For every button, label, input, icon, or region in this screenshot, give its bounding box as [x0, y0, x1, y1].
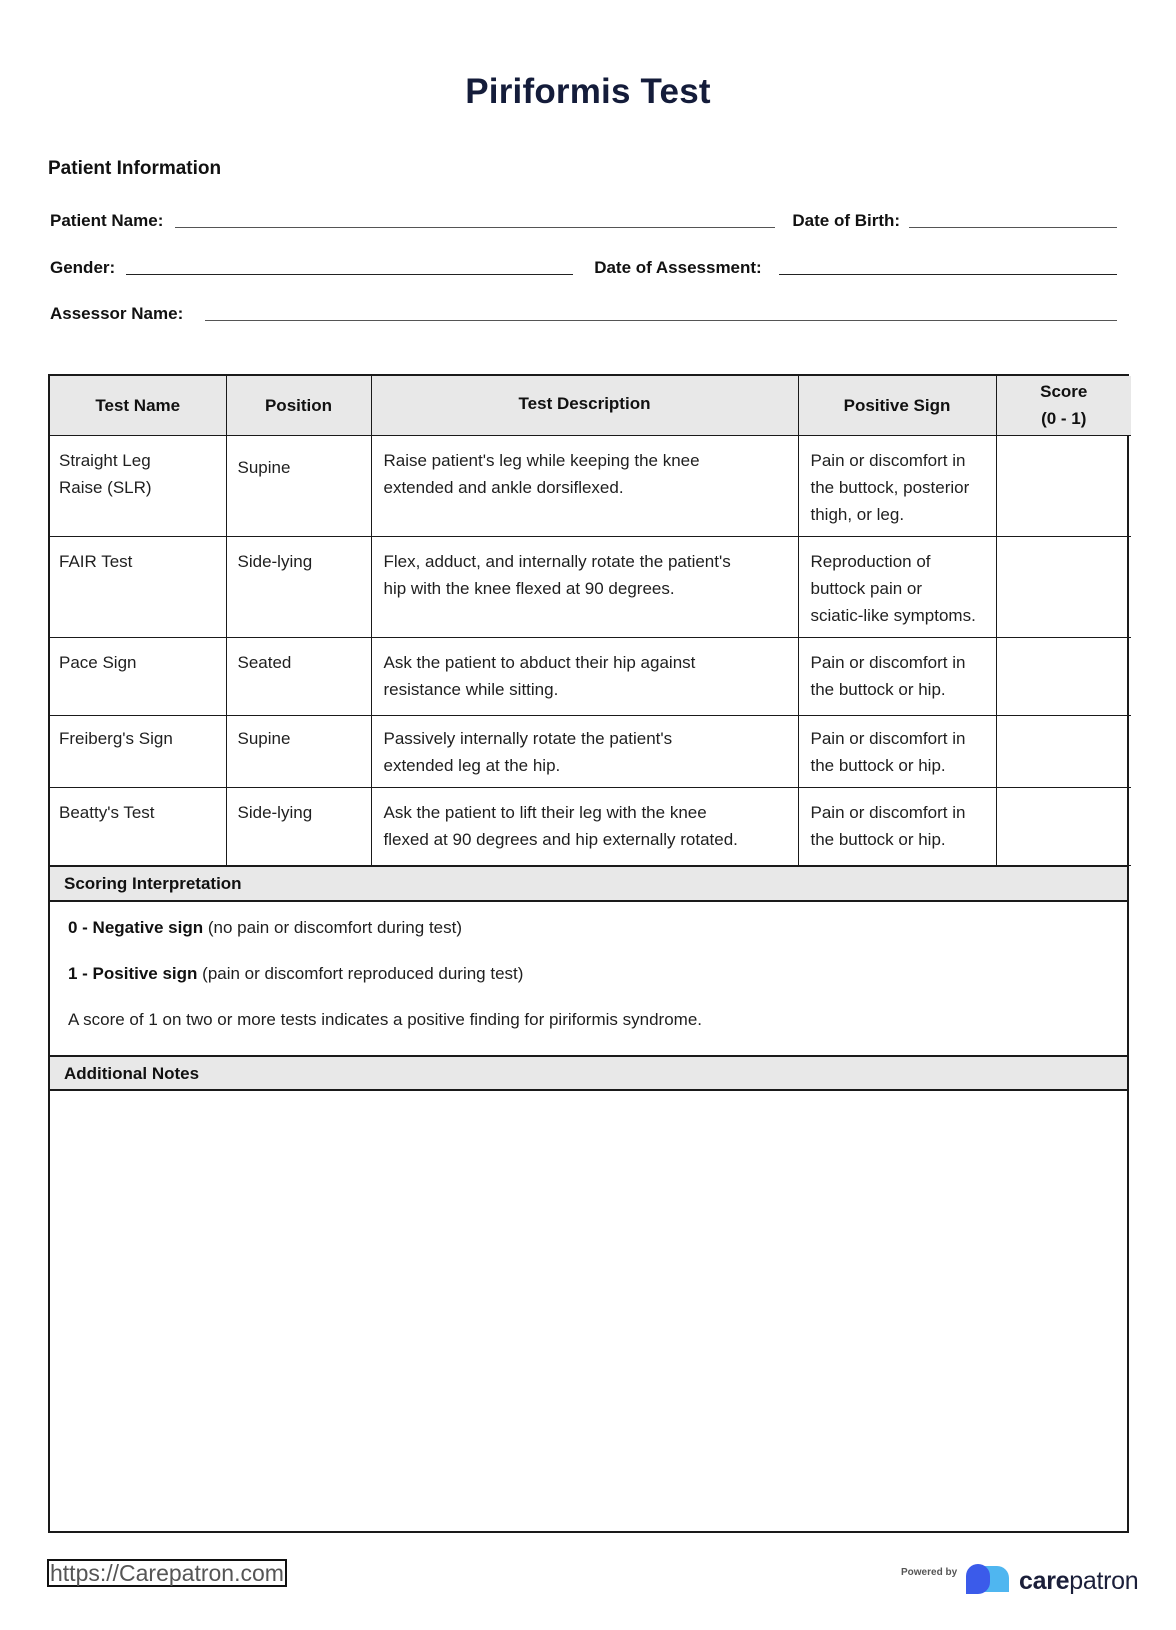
description-cell	[371, 715, 798, 787]
header-score-range: (0 - 1)	[1041, 409, 1087, 429]
patient-info-row-2	[50, 254, 1117, 278]
scoring-summary: A score of 1 on two or more tests indicates a positive finding for piriformis syndrome.	[68, 1009, 702, 1029]
header-test-name: Test Name	[50, 376, 226, 435]
description-line: hip with the knee flexed at 90 degrees.	[383, 578, 675, 598]
wordmark-bold: care	[1019, 1567, 1070, 1595]
positive-sign-line: thigh, or leg.	[810, 504, 905, 524]
positive-sign-cell	[798, 637, 996, 715]
scoring-item-positive	[68, 964, 1127, 984]
score-input-cell[interactable]	[996, 536, 1131, 637]
powered-by-label: Powered by	[901, 1567, 958, 1578]
test-name-cell: Pace Sign	[50, 637, 226, 715]
additional-notes-heading: Additional Notes	[50, 1055, 1127, 1091]
assessor-name-label: Assessor Name:	[50, 304, 184, 323]
table-row	[50, 435, 1131, 536]
test-name-cell	[50, 435, 226, 536]
date-of-birth-label: Date of Birth:	[792, 211, 901, 230]
description-line: Passively internally rotate the patient's	[383, 728, 673, 748]
positive-sign-line: the buttock or hip.	[810, 755, 946, 775]
piriformis-test-form	[48, 374, 1129, 1533]
patient-information-heading: Patient Information	[48, 158, 222, 179]
gender-field[interactable]	[126, 274, 573, 275]
description-line: Flex, adduct, and internally rotate the patient's	[383, 551, 731, 571]
tests-table	[50, 376, 1131, 866]
carepatron-logo-icon	[965, 1562, 1013, 1601]
test-name-cell: Freiberg's Sign	[50, 715, 226, 787]
date-of-birth-field[interactable]	[909, 227, 1117, 228]
table-header-row	[50, 376, 1131, 435]
carepatron-website-link[interactable]: https://Carepatron.com	[47, 1559, 287, 1587]
assessor-name-field[interactable]	[205, 320, 1117, 321]
description-line: Ask the patient to abduct their hip against	[383, 652, 696, 672]
date-of-assessment-field[interactable]	[779, 274, 1117, 275]
description-line: Raise patient's leg while keeping the knee	[383, 450, 700, 470]
carepatron-wordmark	[1019, 1567, 1138, 1596]
scoring-item-text: (pain or discomfort reproduced during test)	[197, 963, 524, 983]
scoring-item-negative	[68, 918, 1127, 938]
description-line: Ask the patient to lift their leg with the knee	[383, 802, 707, 822]
description-line: extended leg at the hip.	[383, 755, 561, 775]
table-row	[50, 787, 1131, 865]
description-cell	[371, 536, 798, 637]
header-test-description: Test Description	[371, 376, 798, 435]
positive-sign-cell	[798, 536, 996, 637]
patient-info-row-1	[50, 207, 1117, 231]
positive-sign-cell	[798, 787, 996, 865]
table-row	[50, 536, 1131, 637]
test-name-cell: FAIR Test	[50, 536, 226, 637]
scoring-interpretation-heading: Scoring Interpretation	[50, 866, 1127, 902]
description-line: resistance while sitting.	[383, 679, 559, 699]
score-input-cell[interactable]	[996, 715, 1131, 787]
description-line: flexed at 90 degrees and hip externally rotated.	[383, 829, 738, 849]
scoring-item-label: 1 - Positive sign	[68, 963, 198, 983]
test-name-cell: Beatty's Test	[50, 787, 226, 865]
positive-sign-line: Pain or discomfort in	[810, 728, 966, 748]
positive-sign-line: the buttock or hip.	[810, 679, 946, 699]
position-cell: Supine	[226, 435, 371, 536]
score-input-cell[interactable]	[996, 637, 1131, 715]
description-cell	[371, 435, 798, 536]
header-score-label: Score	[1040, 382, 1088, 402]
description-cell	[371, 637, 798, 715]
description-cell	[371, 787, 798, 865]
table-row	[50, 715, 1131, 787]
patient-info-row-3	[50, 300, 1117, 324]
scoring-interpretation-body	[50, 902, 1127, 1055]
positive-sign-line: the buttock, posterior	[810, 477, 970, 497]
test-name-line: Straight Leg	[59, 450, 151, 470]
scoring-item-label: 0 - Negative sign	[68, 917, 204, 937]
score-input-cell[interactable]	[996, 787, 1131, 865]
patient-name-field[interactable]	[175, 227, 775, 228]
header-position: Position	[226, 376, 371, 435]
carepatron-logo	[965, 1562, 1138, 1601]
position-cell: Side-lying	[226, 787, 371, 865]
header-score	[996, 376, 1131, 435]
score-input-cell[interactable]	[996, 435, 1131, 536]
scoring-item-text: (no pain or discomfort during test)	[203, 917, 463, 937]
positive-sign-line: the buttock or hip.	[810, 829, 946, 849]
position-cell: Side-lying	[226, 536, 371, 637]
positive-sign-line: buttock pain or	[810, 578, 923, 598]
page-title: Piriformis Test	[465, 72, 711, 111]
additional-notes-field[interactable]	[50, 1091, 1127, 1531]
position-cell: Supine	[226, 715, 371, 787]
description-line: extended and ankle dorsiflexed.	[383, 477, 624, 497]
positive-sign-cell	[798, 435, 996, 536]
positive-sign-line: Pain or discomfort in	[810, 802, 966, 822]
date-of-assessment-label: Date of Assessment:	[594, 258, 762, 277]
wordmark-regular: patron	[1069, 1567, 1139, 1595]
positive-sign-line: Pain or discomfort in	[810, 652, 966, 672]
gender-label: Gender:	[50, 258, 116, 277]
positive-sign-line: Pain or discomfort in	[810, 450, 966, 470]
table-row	[50, 637, 1131, 715]
header-positive-sign: Positive Sign	[798, 376, 996, 435]
position-cell: Seated	[226, 637, 371, 715]
positive-sign-cell	[798, 715, 996, 787]
positive-sign-line: Reproduction of	[810, 551, 931, 571]
patient-name-label: Patient Name:	[50, 211, 164, 230]
test-name-line: Raise (SLR)	[59, 477, 152, 497]
positive-sign-line: sciatic-like symptoms.	[810, 605, 976, 625]
